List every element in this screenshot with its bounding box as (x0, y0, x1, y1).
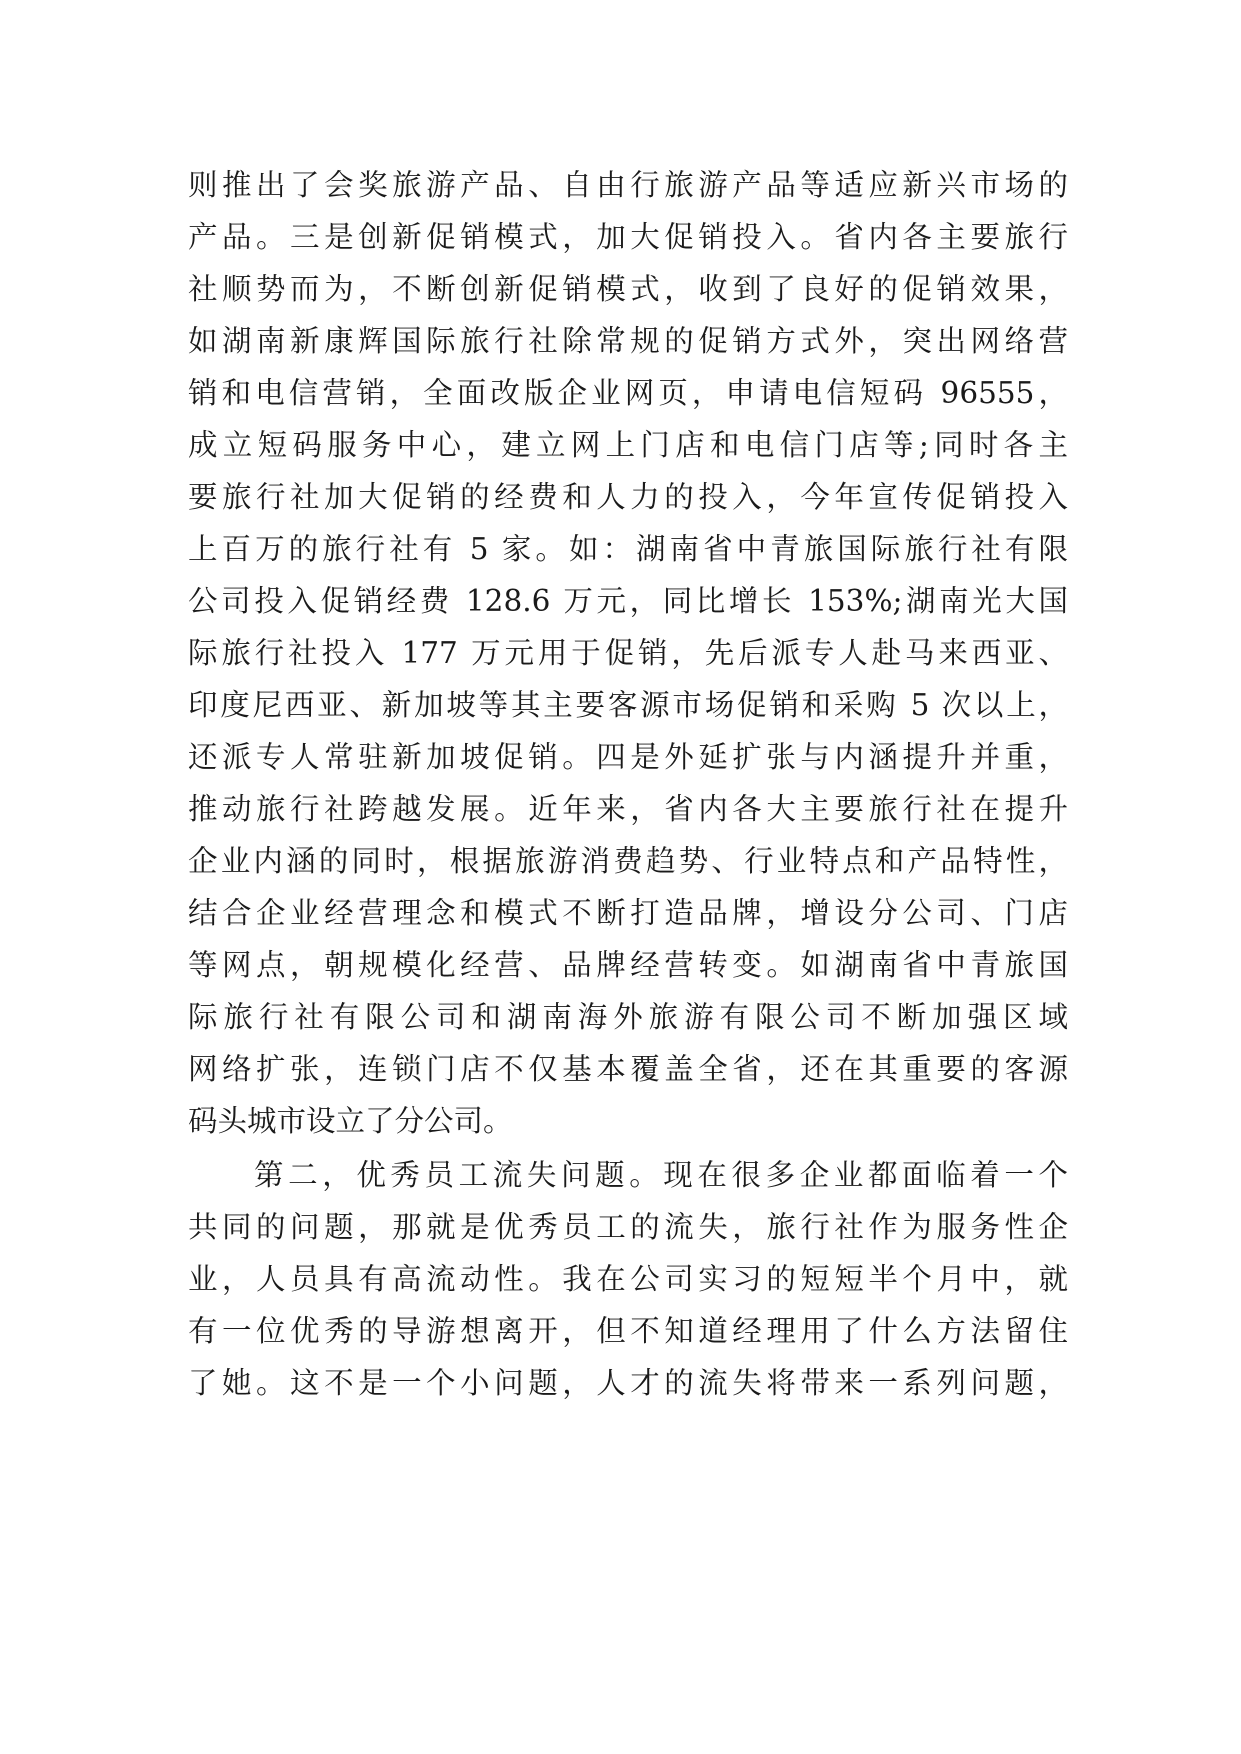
text-line: 企业内涵的同时，根据旅游消费趋势、行业特点和产品特性， (188, 844, 1068, 878)
text-line: 上百万的旅行社有 5 家。如：湖南省中青旅国际旅行社有限 (188, 532, 1068, 566)
text-line: 等网点，朝规模化经营、品牌经营转变。如湖南省中青旅国 (188, 948, 1068, 982)
text-line: 共同的问题，那就是优秀员工的流失，旅行社作为服务性企 (188, 1210, 1068, 1244)
text-line: 际旅行社有限公司和湖南海外旅游有限公司不断加强区域 (188, 1000, 1068, 1034)
text-line: 印度尼西亚、新加坡等其主要客源市场促销和采购 5 次以上， (188, 688, 1068, 722)
paragraph-end-line: 码头城市设立了分公司。 (188, 1104, 513, 1138)
text-line: 社顺势而为，不断创新促销模式，收到了良好的促销效果， (188, 272, 1068, 306)
text-line: 了她。这不是一个小问题，人才的流失将带来一系列问题， (188, 1366, 1068, 1400)
text-line: 要旅行社加大促销的经费和人力的投入，今年宣传促销投入 (188, 480, 1068, 514)
text-line: 业，人员具有高流动性。我在公司实习的短短半个月中，就 (188, 1262, 1068, 1296)
text-line: 际旅行社投入 177 万元用于促销，先后派专人赴马来西亚、 (188, 636, 1068, 670)
text-line: 网络扩张，连锁门店不仅基本覆盖全省，还在其重要的客源 (188, 1052, 1068, 1086)
text-line: 公司投入促销经费 128.6 万元，同比增长 153%;湖南光大国 (188, 584, 1068, 618)
text-line: 产品。三是创新促销模式，加大促销投入。省内各主要旅行 (188, 220, 1068, 254)
text-line: 销和电信营销，全面改版企业网页，申请电信短码 96555， (188, 376, 1068, 410)
text-line: 则推出了会奖旅游产品、自由行旅游产品等适应新兴市场的 (188, 168, 1068, 202)
paragraph-first-line: 第二，优秀员工流失问题。现在很多企业都面临着一个 (254, 1158, 1068, 1192)
text-line: 结合企业经营理念和模式不断打造品牌，增设分公司、门店 (188, 896, 1068, 930)
text-line: 如湖南新康辉国际旅行社除常规的促销方式外，突出网络营 (188, 324, 1068, 358)
text-line: 有一位优秀的导游想离开，但不知道经理用了什么方法留住 (188, 1314, 1068, 1348)
text-line: 还派专人常驻新加坡促销。四是外延扩张与内涵提升并重， (188, 740, 1068, 774)
text-line: 推动旅行社跨越发展。近年来，省内各大主要旅行社在提升 (188, 792, 1068, 826)
text-line: 成立短码服务中心，建立网上门店和电信门店等;同时各主 (188, 428, 1068, 462)
